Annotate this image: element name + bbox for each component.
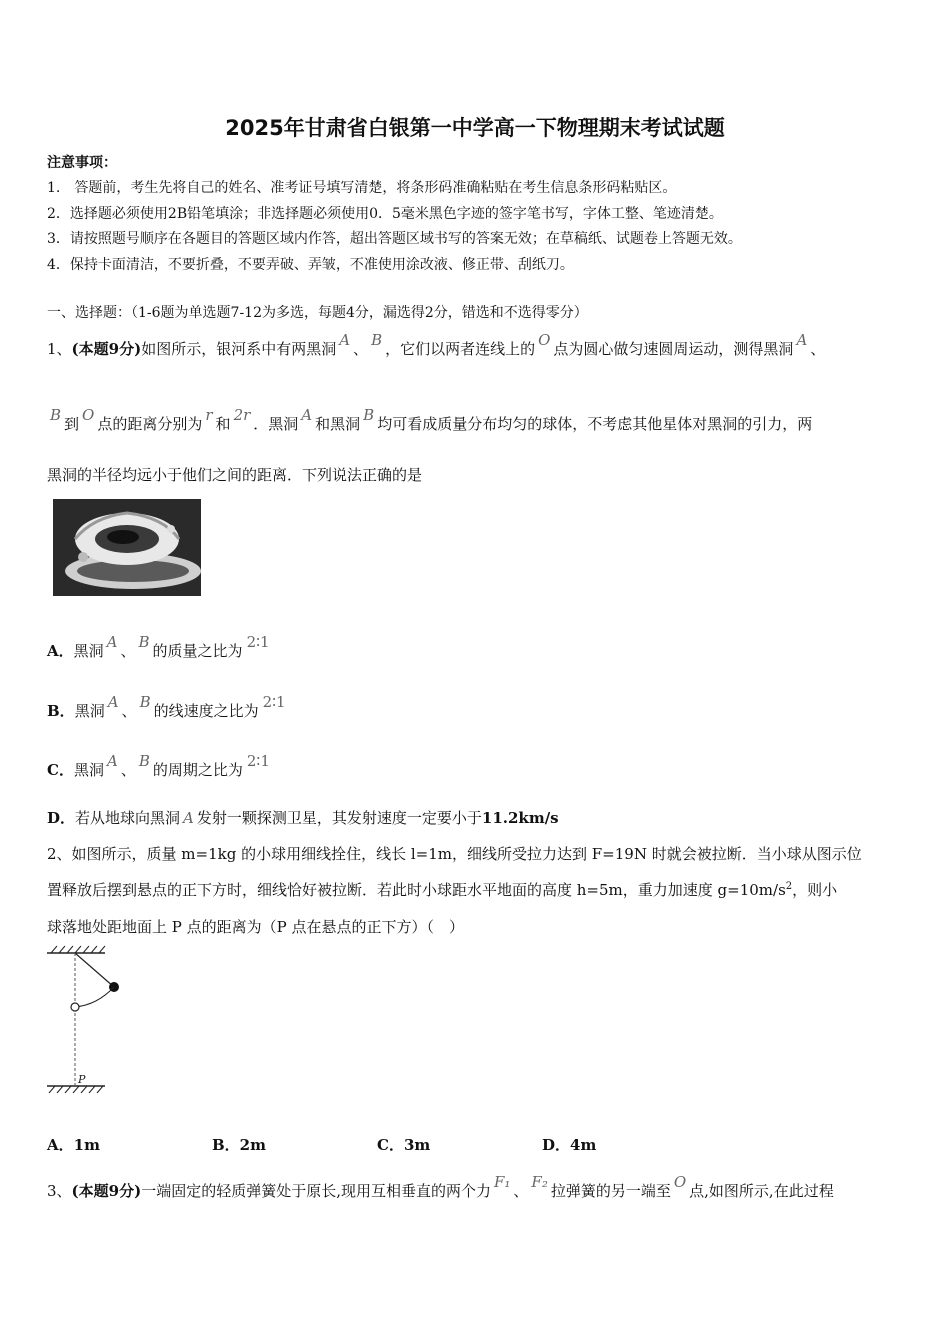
q1-option-d[interactable]	[47, 807, 559, 828]
option-text: 黑洞	[74, 702, 105, 720]
math-B: B	[138, 752, 150, 770]
q2-option-b[interactable]: B．2m	[212, 1136, 266, 1154]
math-O: O	[538, 331, 551, 349]
q2-option-c[interactable]: C．3m	[377, 1136, 431, 1154]
option-text: 黑洞	[73, 642, 104, 660]
option-value: 11.2km/s	[481, 809, 559, 827]
q3-line1	[47, 1173, 834, 1201]
point-p-label: P	[78, 1073, 86, 1086]
q3-score: (本题9分)	[71, 1182, 142, 1200]
option-label: B．	[47, 702, 75, 720]
math-B: B	[138, 633, 150, 651]
math-F1: F₁	[493, 1173, 511, 1191]
option-text: 的线速度之比为	[153, 702, 259, 720]
q1-text: 如图所示，银河系中有两黑洞	[141, 340, 337, 358]
option-text: 的质量之比为	[152, 642, 243, 660]
q1-line2	[47, 406, 813, 434]
notice-item: 2．选择题必须使用2B铅笔填涂；非选择题必须使用0．5毫米黑色字迹的签字笔书写，字体工整、笔迹清楚。	[47, 206, 723, 222]
option-label: A．	[47, 642, 74, 660]
q1-text: 和	[215, 415, 231, 433]
option-text: 的周期之比为	[152, 761, 243, 779]
q3-text: 拉弹簧的另一端至	[550, 1182, 671, 1200]
q1-option-c[interactable]	[47, 752, 274, 780]
q1-line1	[47, 331, 826, 359]
option-sep: 、	[121, 702, 137, 720]
notice-item: 3．请按照题号顺序在各题目的答题区域内作答，超出答题区域书写的答案无效；在草稿纸、试题卷上答题无效。	[47, 231, 742, 247]
q1-text: ．黑洞	[253, 415, 299, 433]
option-text: 黑洞	[73, 761, 104, 779]
notice-heading: 注意事项：	[47, 155, 117, 171]
section-heading: 一、选择题：（1-6题为单选题7-12为多选，每题4分，漏选得2分，错选和不选得零分）	[47, 305, 588, 321]
math-A: A	[107, 693, 119, 711]
math-F2: F₂	[531, 1173, 548, 1191]
q3-text: 一端固定的轻质弹簧处于原长,现用互相垂直的两个力	[141, 1182, 491, 1200]
math-A: A	[796, 331, 808, 349]
math-ratio: 2∶1	[246, 752, 270, 770]
q2-text: 置释放后摆到悬点的正下方时，细线恰好被拉断．若此时小球距水平地面的高度 h=5m，重力加速度 g=10m/s	[47, 881, 786, 899]
math-A: A	[106, 752, 118, 770]
math-2r: 2r	[233, 406, 251, 424]
page-title: 2025年甘肃省白银第一中学高一下物理期末考试试题	[225, 116, 725, 140]
math-ratio: 2∶1	[246, 633, 270, 651]
option-label: C．	[47, 761, 74, 779]
pendulum-figure	[45, 945, 125, 1100]
q3-text: 点,如图所示,在此过程	[689, 1182, 834, 1200]
option-text: 发射一颗探测卫星，其发射速度一定要小于	[196, 809, 482, 827]
q1-text: 点为圆心做匀速圆周运动，测得黑洞	[553, 340, 794, 358]
q3-number: 3、	[47, 1182, 72, 1200]
math-O: O	[673, 1173, 687, 1191]
q1-option-a[interactable]	[47, 633, 274, 661]
option-label: D．	[47, 809, 76, 827]
q1-option-b[interactable]	[47, 693, 290, 721]
math-r: r	[205, 406, 213, 424]
math-B: B	[139, 693, 151, 711]
q2-option-d[interactable]: D．4m	[542, 1136, 597, 1154]
q1-sep: 、	[353, 340, 369, 358]
notice-item: 1. 答题前，考生先将自己的姓名、准考证号填写清楚，将条形码准确粘贴在考生信息条形码粘贴区。	[47, 180, 677, 196]
math-O: O	[82, 406, 95, 424]
option-sep: 、	[120, 761, 136, 779]
black-hole-image	[53, 499, 201, 596]
q3-sep: 、	[513, 1182, 529, 1200]
q1-score: (本题9分)	[71, 340, 142, 358]
math-A: A	[339, 331, 351, 349]
math-ratio: 2∶1	[262, 693, 286, 711]
q1-text: 和黑洞	[315, 415, 361, 433]
notice-item: 4．保持卡面清洁，不要折叠，不要弄破、弄皱，不准使用涂改液、修正带、刮纸刀。	[47, 257, 574, 273]
q2-line1: 2、如图所示，质量 m=1kg 的小球用细线拴住，线长 l=1m，细线所受拉力达到 F=19N 时就会被拉断．当小球从图示位	[47, 845, 862, 863]
q1-text: ，它们以两者连线上的	[385, 340, 536, 358]
math-B: B	[371, 331, 383, 349]
math-B: B	[363, 406, 375, 424]
q2-line2	[47, 879, 837, 900]
math-B: B	[50, 406, 62, 424]
q2-line3: 球落地处距地面上 P 点的距离为（P 点在悬点的正下方）（ ）	[47, 918, 464, 936]
q1-text: 点的距离分别为	[97, 415, 203, 433]
q2-superscript: 2	[785, 881, 793, 892]
option-text: 若从地球向黑洞	[75, 809, 181, 827]
math-A: A	[106, 633, 118, 651]
q1-text: 、	[810, 340, 826, 358]
q1-number: 1、	[47, 340, 72, 358]
q1-line3: 黑洞的半径均远小于他们之间的距离．下列说法正确的是	[47, 466, 423, 484]
math-A: A	[301, 406, 313, 424]
q2-option-a[interactable]: A．1m	[47, 1136, 100, 1154]
q1-text: 到	[64, 415, 80, 433]
q1-text: 均可看成质量分布均匀的球体，不考虑其他星体对黑洞的引力，两	[377, 415, 813, 433]
math-A: A	[183, 809, 194, 827]
q2-text: ，则小	[792, 881, 838, 899]
option-sep: 、	[120, 642, 136, 660]
